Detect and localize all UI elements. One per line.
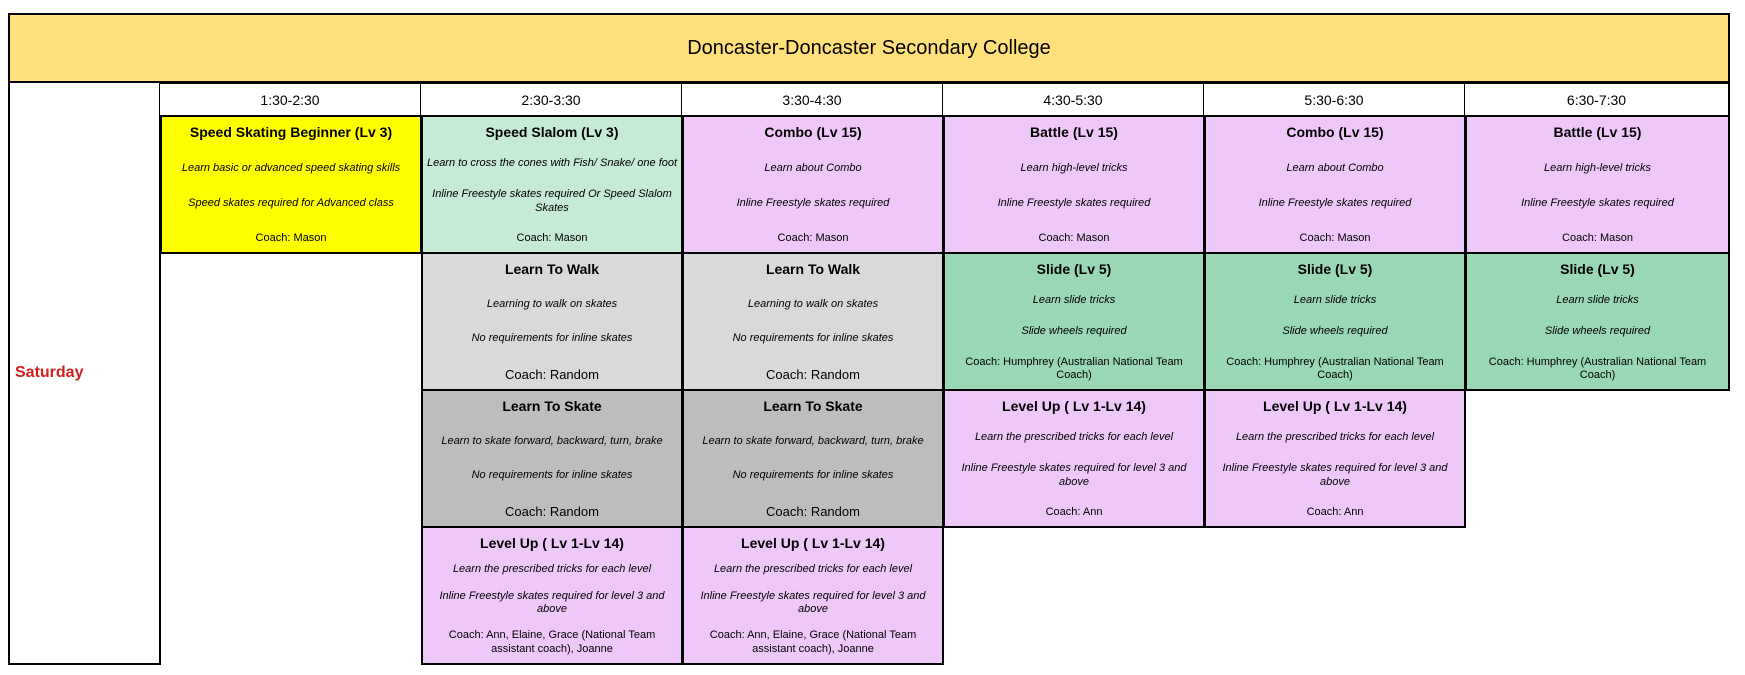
class-coach: Coach: Mason <box>255 232 327 245</box>
class-requirements: No requirements for inline skates <box>732 332 894 345</box>
class-cell <box>682 252 944 391</box>
class-requirements: No requirements for inline skates <box>732 469 894 482</box>
class-title: Speed Skating Beginner (Lv 3) <box>189 124 393 140</box>
class-requirements: Inline Freestyle skates required Or Speed Slalom Skates <box>432 187 672 214</box>
class-cell <box>682 389 944 528</box>
class-cell <box>421 252 683 391</box>
class-requirements: Slide wheels required <box>1282 324 1388 337</box>
class-requirements: Slide wheels required <box>1021 324 1127 337</box>
class-description: Learning to walk on skates <box>486 297 618 310</box>
class-cell <box>943 115 1205 254</box>
class-coach: Coach: Random <box>766 366 860 382</box>
class-description: Learn the prescribed tricks for each level <box>1235 431 1435 443</box>
class-title: Level Up ( Lv 1-Lv 14) <box>1263 398 1407 414</box>
class-title: Slide (Lv 5) <box>1560 261 1635 277</box>
class-title: Speed Slalom (Lv 3) <box>485 124 619 140</box>
class-requirements: Inline Freestyle skates required <box>997 196 1151 209</box>
class-coach: Coach: Humphrey (Australian National Team Coach) <box>965 355 1183 382</box>
class-requirements: Speed skates required for Advanced class <box>188 196 394 209</box>
class-description: Learn the prescribed tricks for each level <box>452 563 652 576</box>
time-slot-header: 3:30-4:30 <box>682 82 944 117</box>
time-slot-header: 1:30-2:30 <box>160 82 422 117</box>
class-title: Level Up ( Lv 1-Lv 14) <box>480 535 624 551</box>
class-description: Learn to skate forward, backward, turn, brake <box>702 434 924 447</box>
day-label: Saturday <box>15 363 84 381</box>
class-title: Learn To Walk <box>504 261 600 277</box>
class-description: Learn slide tricks <box>1293 294 1377 306</box>
class-cell <box>1465 115 1730 254</box>
class-title: Combo (Lv 15) <box>1286 124 1384 140</box>
class-cell <box>160 115 422 254</box>
class-title: Battle (Lv 15) <box>1553 124 1642 140</box>
time-slot-header: 4:30-5:30 <box>943 82 1205 117</box>
class-coach: Coach: Random <box>505 503 599 519</box>
class-title: Level Up ( Lv 1-Lv 14) <box>741 535 885 551</box>
class-description: Learn high-level tricks <box>1020 161 1128 174</box>
class-title: Learn To Walk <box>765 261 861 277</box>
class-cell <box>421 115 683 254</box>
class-description: Learn about Combo <box>1286 161 1384 174</box>
class-description: Learn to skate forward, backward, turn, brake <box>441 434 663 447</box>
class-coach: Coach: Ann <box>1306 506 1364 519</box>
class-coach: Coach: Ann, Elaine, Grace (National Team assistant coach), Joanne <box>709 629 917 656</box>
schedule-title: Doncaster-Doncaster Secondary College <box>8 13 1730 83</box>
class-description: Learn slide tricks <box>1556 294 1639 306</box>
day-column <box>8 82 161 665</box>
class-requirements: Inline Freestyle skates required for level 3 and above <box>1222 461 1448 488</box>
class-coach: Coach: Random <box>766 503 860 519</box>
class-title: Slide (Lv 5) <box>1036 261 1112 277</box>
class-coach: Coach: Humphrey (Australian National Team Coach) <box>1488 355 1707 382</box>
class-description: Learn the prescribed tricks for each level <box>713 563 913 576</box>
class-cell <box>1204 389 1466 528</box>
class-description: Learn high-level tricks <box>1544 161 1651 174</box>
class-description: Learning to walk on skates <box>747 297 879 310</box>
class-coach: Coach: Mason <box>1562 232 1633 245</box>
class-coach: Coach: Mason <box>516 232 588 245</box>
class-cell <box>421 389 683 528</box>
class-coach: Coach: Mason <box>777 232 849 245</box>
class-requirements: Inline Freestyle skates required for level 3 and above <box>439 589 665 616</box>
class-requirements: No requirements for inline skates <box>471 469 633 482</box>
class-title: Battle (Lv 15) <box>1030 124 1118 140</box>
class-requirements: Inline Freestyle skates required for level 3 and above <box>700 589 926 616</box>
class-requirements: No requirements for inline skates <box>471 332 633 345</box>
class-cell <box>1465 252 1730 391</box>
class-requirements: Slide wheels required <box>1544 324 1651 337</box>
class-coach: Coach: Humphrey (Australian National Team Coach) <box>1226 355 1444 382</box>
class-coach: Coach: Mason <box>1299 232 1371 245</box>
class-title: Slide (Lv 5) <box>1297 261 1373 277</box>
class-title: Combo (Lv 15) <box>764 124 862 140</box>
class-coach: Coach: Mason <box>1038 232 1110 245</box>
class-cell <box>682 526 944 665</box>
class-coach: Coach: Random <box>505 366 599 382</box>
class-requirements: Inline Freestyle skates required <box>1258 196 1412 209</box>
class-description: Learn basic or advanced speed skating skills <box>181 161 401 174</box>
class-requirements: Inline Freestyle skates required <box>1521 196 1674 209</box>
class-title: Level Up ( Lv 1-Lv 14) <box>1002 398 1146 414</box>
class-description: Learn to cross the cones with Fish/ Snake/ one foot <box>426 157 678 169</box>
time-slot-header: 2:30-3:30 <box>421 82 683 117</box>
class-description: Learn about Combo <box>764 161 862 174</box>
class-requirements: Inline Freestyle skates required <box>736 196 890 209</box>
class-cell <box>1204 115 1466 254</box>
class-cell <box>1204 252 1466 391</box>
class-cell <box>943 389 1205 528</box>
class-description: Learn the prescribed tricks for each level <box>974 431 1174 443</box>
class-cell <box>943 252 1205 391</box>
class-title: Learn To Skate <box>502 398 602 414</box>
class-description: Learn slide tricks <box>1032 294 1116 306</box>
time-slot-header: 6:30-7:30 <box>1465 82 1730 117</box>
class-cell <box>682 115 944 254</box>
class-coach: Coach: Ann, Elaine, Grace (National Team assistant coach), Joanne <box>448 629 656 656</box>
class-cell <box>421 526 683 665</box>
class-requirements: Inline Freestyle skates required for level 3 and above <box>961 461 1187 488</box>
class-title: Learn To Skate <box>763 398 863 414</box>
time-slot-header: 5:30-6:30 <box>1204 82 1466 117</box>
class-coach: Coach: Ann <box>1045 506 1103 519</box>
